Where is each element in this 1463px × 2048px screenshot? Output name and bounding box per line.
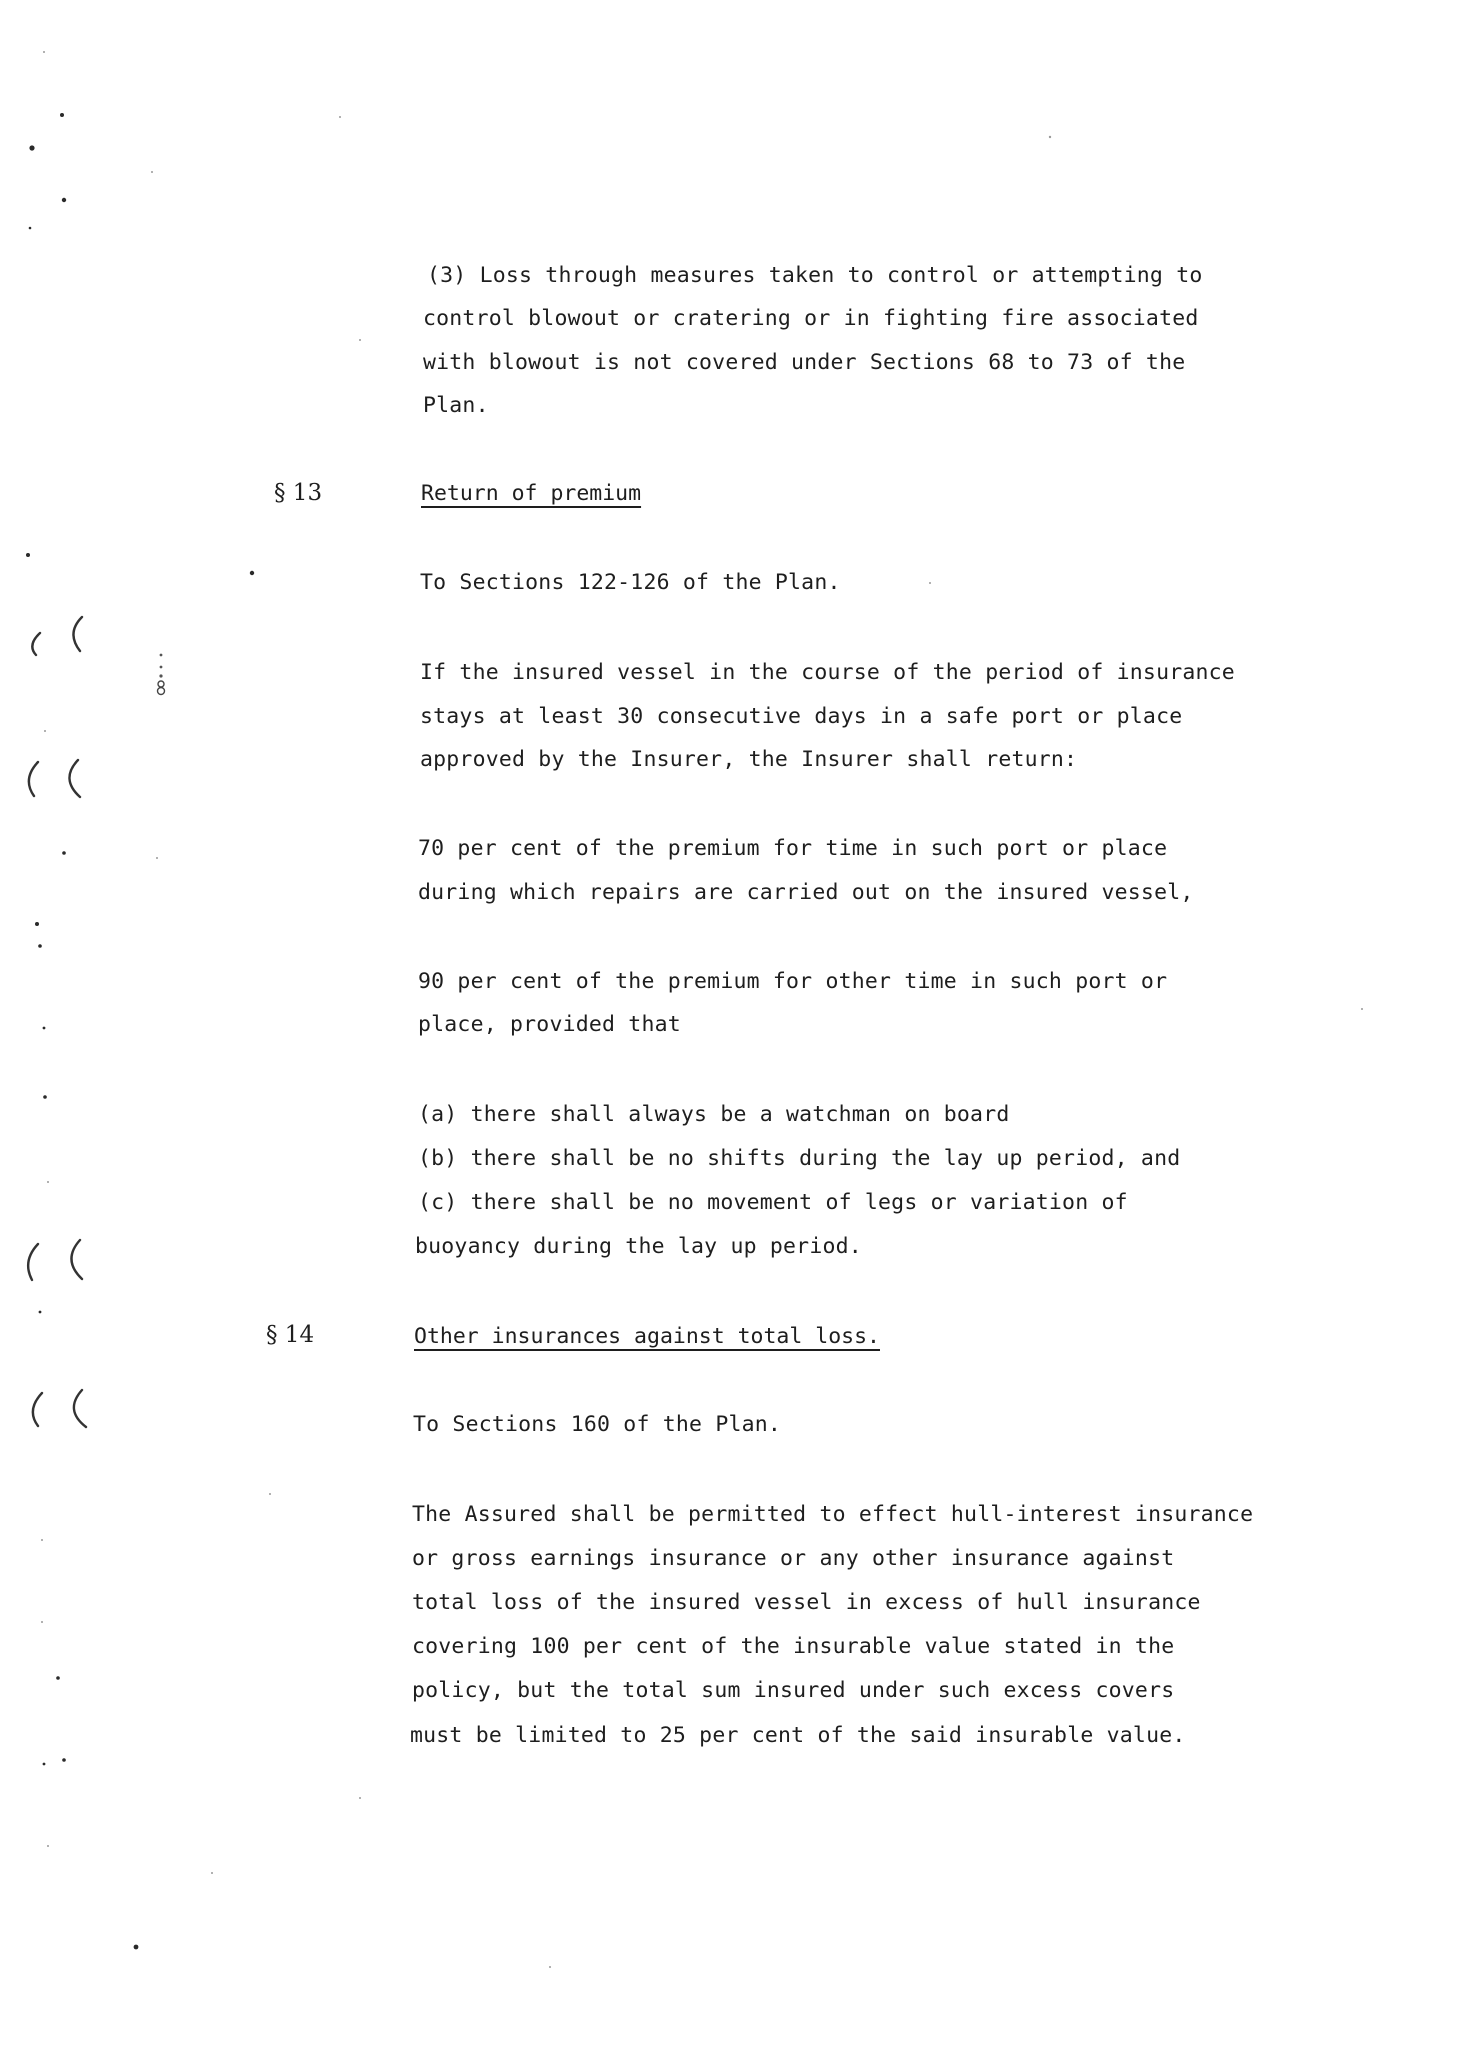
section-number: § 14 <box>266 1322 315 1348</box>
text-line: The Assured shall be permitted to effect hull-interest insurance <box>412 1502 1254 1527</box>
condition-line: (b) there shall be no shifts during the lay up period, and <box>418 1146 1181 1171</box>
text-line: during which repairs are carried out on the insured vessel, <box>418 880 1194 905</box>
text-line: Plan. <box>423 393 489 418</box>
condition-line: buoyancy during the lay up period. <box>415 1234 862 1259</box>
section-heading: Return of premium <box>421 481 642 506</box>
text-line: If the insured vessel in the course of the period of insurance <box>420 660 1235 685</box>
section-heading: Other insurances against total loss. <box>414 1324 880 1349</box>
text-line: covering 100 per cent of the insurable value stated in the <box>412 1634 1175 1659</box>
section-reference: To Sections 122-126 of the Plan. <box>420 570 841 595</box>
text-line: approved by the Insurer, the Insurer shall return: <box>420 747 1078 772</box>
text-line: or gross earnings insurance or any other insurance against <box>412 1546 1175 1571</box>
text-line: must be limited to 25 per cent of the said insurable value. <box>410 1723 1186 1748</box>
text-line: stays at least 30 consecutive days in a safe port or place <box>420 704 1183 729</box>
text-line: 70 per cent of the premium for time in such port or place <box>418 836 1168 861</box>
text-line: with blowout is not covered under Sections 68 to 73 of the <box>423 350 1186 375</box>
text-line: control blowout or cratering or in fighting fire associated <box>423 306 1199 331</box>
text-line: total loss of the insured vessel in excess of hull insurance <box>412 1590 1201 1615</box>
text-line: place, provided that <box>418 1012 681 1037</box>
text-line: 90 per cent of the premium for other time in such port or <box>418 969 1168 994</box>
condition-line: (c) there shall be no movement of legs or variation of <box>418 1190 1128 1215</box>
text-line: policy, but the total sum insured under such excess covers <box>412 1678 1175 1703</box>
condition-line: (a) there shall always be a watchman on board <box>418 1102 1010 1127</box>
text-line: (3) Loss through measures taken to control or attempting to <box>427 263 1203 288</box>
section-reference: To Sections 160 of the Plan. <box>413 1412 782 1437</box>
section-number: § 13 <box>274 480 323 506</box>
